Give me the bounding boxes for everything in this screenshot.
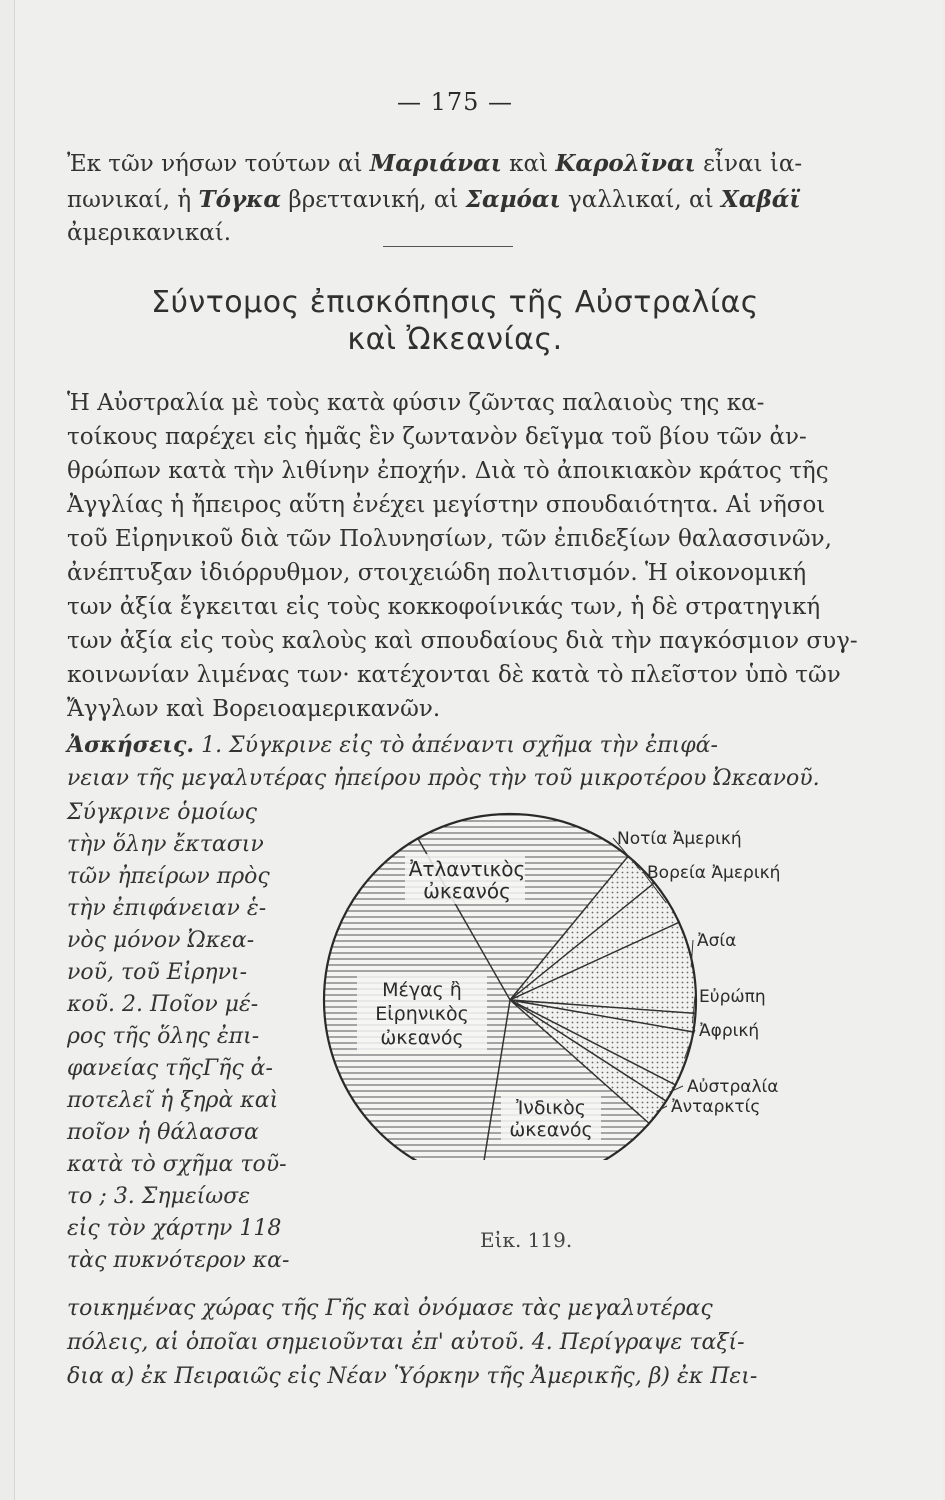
place-samoa: Σαμόαι <box>465 186 561 213</box>
figure-caption: Εἰκ. 119. <box>480 1228 573 1252</box>
intro-text: καὶ <box>501 151 556 177</box>
place-tonga: Τόγκα <box>198 186 282 213</box>
side-line: κατὰ τὸ σχῆμα τοῦ- <box>67 1152 287 1177</box>
intro-text: πωνικαί, ἡ <box>67 187 199 213</box>
intro-text: βρεττανική, αἱ <box>281 187 466 213</box>
side-line: κοῦ. 2. Ποῖον μέ- <box>67 992 259 1017</box>
side-line: εἰς τὸν χάρτην 118 <box>67 1216 282 1241</box>
exercises-tail-line: δια α) ἐκ Πειραιῶς εἰς Νέαν Ὑόρκην τῆς Ἀμερικῆς, β) ἐκ Πει- <box>67 1364 758 1389</box>
pie-label-indian: ὠκεανός <box>509 1119 593 1141</box>
side-line: τὰς πυκνότερον κα- <box>67 1248 290 1273</box>
section-heading-2: καὶ Ὠκεανίας. <box>347 322 563 357</box>
intro-line-3: ἀμερικανικαί. <box>67 220 232 246</box>
intro-text: εἶναι ἰα- <box>695 151 803 177</box>
exercises-line-1 <box>67 732 718 758</box>
body-line: Ἡ Αὐστραλία μὲ τοὺς κατὰ φύσιν ζῶντας παλαιοὺς της κα- <box>67 390 765 416</box>
book-page <box>14 0 943 1500</box>
side-line: το ; 3. Σημείωσε <box>67 1184 251 1209</box>
pie-label-continent: Αὐστραλία <box>687 1077 779 1097</box>
side-line: φανείας τῆςΓῆς ἀ- <box>67 1056 273 1081</box>
place-hawaii: Χαβάϊ <box>720 186 801 213</box>
intro-text: Ἐκ τῶν νήσων τούτων αἱ <box>67 151 370 177</box>
exercise-text: 1. Σύγκρινε εἰς τὸ ἀπέναντι σχῆμα τὴν ἐπιφά- <box>194 733 718 758</box>
pie-label-continent: Ἀσία <box>697 931 737 951</box>
area-pie-chart <box>305 800 825 1160</box>
pie-label-continent: Ἀφρική <box>699 1021 760 1041</box>
body-line: θρώπων κατὰ τὴν λιθίνην ἐποχήν. Διὰ τὸ ἀποικιακὸν κράτος τῆς <box>67 458 829 484</box>
pie-label-continent: Εὐρώπη <box>699 987 766 1007</box>
pie-label-atlantic: Ἀτλαντικὸς <box>408 857 526 881</box>
body-line: Ἀγγλίας ἡ ἤπειρος αὕτη ἐνέχει μεγίστην σπουδαιότητα. Αἱ νῆσοι <box>67 492 826 518</box>
side-line: Σύγκρινε ὁμοίως <box>67 800 257 825</box>
side-line: ρος τῆς ὅλης ἐπι- <box>67 1024 260 1049</box>
pie-label-continent: Νοτία Ἀμερική <box>617 829 742 849</box>
exercises-line-2: νειαν τῆς μεγαλυτέρας ἠπείρου πρὸς τὴν τοῦ μικροτέρου Ὠκεανοῦ. <box>67 766 820 791</box>
pie-label-atlantic: ὠκεανός <box>423 879 511 903</box>
body-line: των ἀξία εἰς τοὺς καλοὺς καὶ σπουδαίους διὰ τὴν παγκόσμιον συγ- <box>67 628 858 654</box>
place-marianas: Μαριάναι <box>369 150 502 177</box>
side-line: νοῦ, τοῦ Εἰρηνι- <box>67 960 247 985</box>
body-line: Ἄγγλων καὶ Βορειοαμερικανῶν. <box>67 696 441 722</box>
intro-line-1 <box>67 150 802 177</box>
intro-line-2 <box>67 186 801 213</box>
body-line: τοίκους παρέχει εἰς ἡμᾶς ἓν ζωντανὸν δεῖγμα τοῦ βίου τῶν ἀν- <box>67 424 807 450</box>
exercises-tail-line: τοικημένας χώρας τῆς Γῆς καὶ ὀνόμασε τὰς μεγαλυτέρας <box>67 1296 713 1321</box>
place-carolines: Καρολῖναι <box>555 150 696 177</box>
body-line: τοῦ Εἰρηνικοῦ διὰ τῶν Πολυνησίων, τῶν ἐπιδεξίων θαλασσινῶν, <box>67 526 832 552</box>
exercises-tail-line: πόλεις, αἱ ὁποῖαι σημειοῦνται ἐπ' αὐτοῦ. 4. Περίγραψε ταξί- <box>67 1330 745 1355</box>
intro-text: γαλλικαί, αἱ <box>560 187 721 213</box>
side-line: ποτελεῖ ἡ ξηρὰ καὶ <box>67 1088 279 1113</box>
pie-label-continent: Ἀνταρκτίς <box>671 1097 761 1117</box>
exercises-label: Ἀσκήσεις. <box>67 732 195 758</box>
pie-label-continent: Βορεία Ἀμερική <box>647 863 781 883</box>
section-heading: Σύντομος ἐπισκόπησις τῆς Αὐστραλίας <box>151 285 759 320</box>
side-line: ποῖον ἡ θάλασσα <box>67 1120 259 1145</box>
page-number: — 175 — <box>396 88 514 116</box>
side-line: τὴν ἐπιφάνειαν ἑ- <box>67 896 267 921</box>
pie-label-indian: Ἰνδικὸς <box>516 1097 586 1119</box>
body-line: ἀνέπτυξαν ἰδιόρρυθμον, στοιχειώδη πολιτισμόν. Ἡ οἰκονομική <box>67 560 807 586</box>
pie-label-pacific: ὠκεανός <box>380 1027 464 1049</box>
body-line: των ἀξία ἔγκειται εἰς τοὺς κοκκοφοίνικάς των, ἡ δὲ στρατηγική <box>67 594 821 620</box>
side-line: τῶν ἠπείρων πρὸς <box>67 864 270 889</box>
side-line: τὴν ὅλην ἔκτασιν <box>67 832 264 857</box>
pie-label-pacific: Εἰρηνικὸς <box>375 1003 469 1025</box>
side-line: νὸς μόνον Ὠκεα- <box>67 928 255 953</box>
body-line: κοινωνίαν λιμένας των· κατέχονται δὲ κατὰ τὸ πλεῖστον ὑπὸ τῶν <box>67 662 841 688</box>
pie-label-pacific: Μέγας ἢ <box>382 979 462 1001</box>
section-divider <box>383 246 513 247</box>
